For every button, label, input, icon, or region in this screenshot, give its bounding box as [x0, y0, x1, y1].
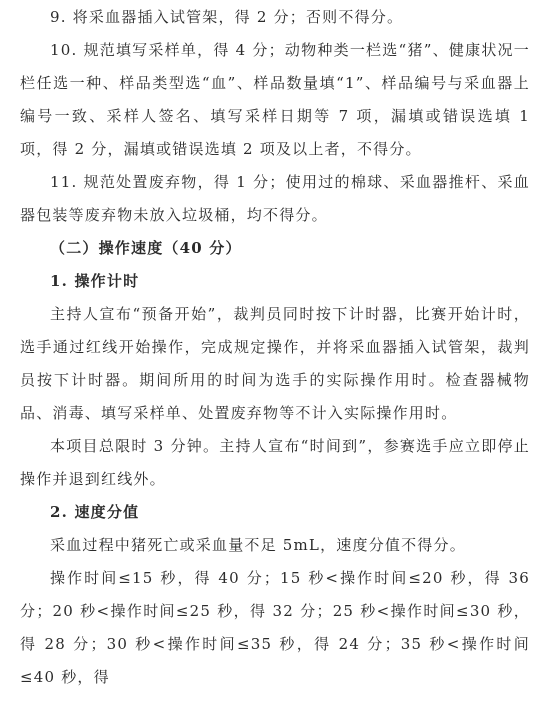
- item-10-paragraph: 10. 规范填写采样单，得 4 分；动物种类一栏选“猪”、健康状况一栏任选一种、样品类型选“血”、样品数量填“1”、样品编号与采血器上编号一致、采样人签名、填写采样日期等 7 项，漏填或错误选填 1 项，得 2 分，漏填或错误选填 2 项及以上者，不得分。: [20, 41, 530, 158]
- speed-paragraph-1: 采血过程中猪死亡或采血量不足 5mL，速度分值不得分。: [50, 536, 466, 554]
- item-11-paragraph: 11. 规范处置废弃物，得 1 分；使用过的棉球、采血器推杆、采血器包装等废弃物未放入垃圾桶，均不得分。: [20, 173, 530, 224]
- subsection-2-heading: 2. 速度分值: [50, 503, 140, 521]
- timing-paragraph-1: 主持人宣布“预备开始”，裁判员同时按下计时器，比赛开始计时，选手通过红线开始操作，完成规定操作，并将采血器插入试管架，裁判员按下计时器。期间所用的时间为选手的实际操作用时。检查器械物品、消毒、填写采样单、处置废弃物等不计入实际操作用时。: [20, 305, 530, 422]
- speed-paragraph-2: 操作时间≤15 秒，得 40 分；15 秒<操作时间≤20 秒，得 36 分；20 秒<操作时间≤25 秒，得 32 分；25 秒<操作时间≤30 秒，得 28 分；30 秒<操作时间≤35 秒，得 24 分；35 秒<操作时间≤40 秒，得: [20, 569, 530, 686]
- document-page: [20, 0, 530, 694]
- subsection-1-heading: 1. 操作计时: [50, 272, 140, 290]
- timing-paragraph-2: 本项目总限时 3 分钟。主持人宣布“时间到”，参赛选手应立即停止操作并退到红线外。: [20, 437, 530, 488]
- section-2-heading: （二）操作速度（40 分）: [50, 239, 242, 257]
- item-9-paragraph: 9. 将采血器插入试管架，得 2 分；否则不得分。: [50, 8, 404, 26]
